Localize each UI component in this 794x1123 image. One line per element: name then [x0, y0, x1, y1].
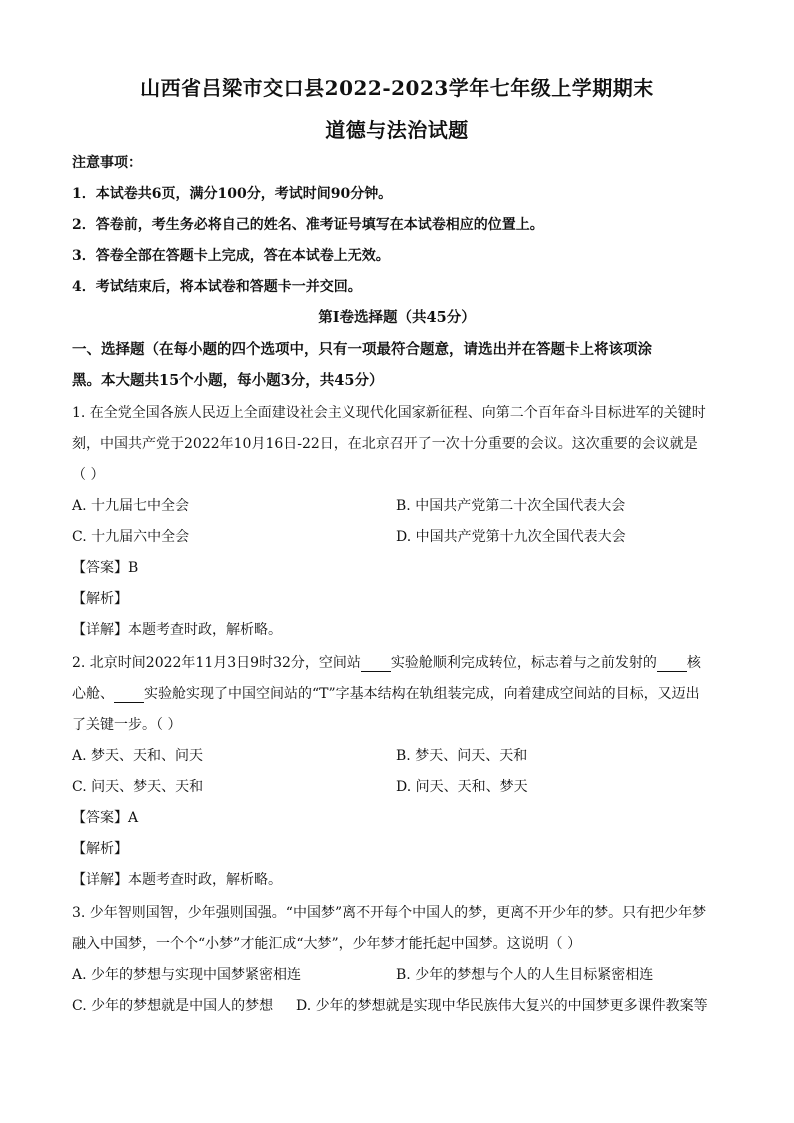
q2-text-part: 实验舱实现了中国空间站的“T”字基本结构在轨组装完成，向着建成空间站的目标，又迈出 — [144, 686, 700, 702]
fill-blank — [114, 688, 144, 703]
q1-option-b: B. 中国共产党第二十次全国代表大会 — [396, 498, 626, 514]
section-instructions-cont: 黑。本大题共15个小题，每小题3分，共45分） — [72, 372, 384, 389]
notice-item: 3．答卷全部在答题卡上完成，答在本试卷上无效。 — [72, 248, 390, 264]
question-2-text — [72, 652, 724, 672]
q2-answer: 【答案】A — [72, 810, 139, 826]
question-1-text: 1. 在全党全国各族人民迈上全面建设社会主义现代化国家新征程、向第二个百年奋斗目标进军的关键时 — [72, 405, 706, 421]
part-title: 第Ⅰ卷选择题（共45分） — [318, 309, 476, 326]
q2-text-part: 实验舱顺利完成转位，标志着与之前发射的 — [390, 655, 657, 671]
q2-option-a: A. 梦天、天和、问天 — [72, 748, 204, 764]
q3-option-b: B. 少年的梦想与个人的人生目标紧密相连 — [396, 967, 654, 983]
q2-text-part: 心舱、 — [72, 686, 114, 702]
q2-option-c: C. 问天、梦天、天和 — [72, 779, 204, 795]
q1-option-d: D. 中国共产党第十九次全国代表大会 — [396, 529, 626, 545]
notice-item: 2．答卷前，考生务必将自己的姓名、准考证号填写在本试卷相应的位置上。 — [72, 217, 544, 233]
q1-answer: 【答案】B — [72, 560, 139, 576]
fill-blank — [361, 657, 391, 672]
q3-option-a: A. 少年的梦想与实现中国梦紧密相连 — [72, 967, 302, 983]
q3-option-d: D. 少年的梦想就是实现中华民族伟大复兴的中国梦更多课件教案等 — [296, 998, 708, 1014]
exam-title: 山西省吕梁市交口县2022-2023学年七年级上学期期末 — [140, 76, 654, 100]
question-3-text: 融入中国梦，一个个“小梦”才能汇成“大梦”，少年梦才能托起中国梦。这说明（ ） — [72, 936, 582, 952]
q3-option-c: C. 少年的梦想就是中国人的梦想 — [72, 998, 274, 1014]
question-2-text — [72, 683, 724, 703]
question-2-text: 了关键一步。（ ） — [72, 717, 182, 733]
q1-detail: 【详解】本题考查时政，解析略。 — [72, 622, 282, 638]
q2-option-d: D. 问天、天和、梦天 — [396, 779, 528, 795]
q1-option-c: C. 十九届六中全会 — [72, 529, 190, 545]
notice-item: 4．考试结束后，将本试卷和答题卡一并交回。 — [72, 279, 362, 295]
q2-option-b: B. 梦天、问天、天和 — [396, 748, 528, 764]
notice-heading: 注意事项： — [72, 155, 142, 171]
exam-subtitle: 道德与法治试题 — [325, 118, 469, 142]
fill-blank — [657, 657, 687, 672]
q2-analysis: 【解析】 — [72, 841, 128, 857]
question-1-text: （ ） — [72, 467, 105, 483]
q2-text-part: 2. 北京时间2022年11月3日9时32分，空间站 — [72, 655, 361, 671]
question-3-text: 3. 少年智则国智，少年强则国强。“中国梦”离不开每个中国人的梦，更离不开少年的梦。只有把少年梦 — [72, 905, 707, 921]
q1-option-a: A. 十九届七中全会 — [72, 498, 190, 514]
section-instructions: 一、选择题（在每小题的四个选项中，只有一项最符合题意，请选出并在答题卡上将该项涂 — [72, 341, 652, 358]
q2-detail: 【详解】本题考查时政，解析略。 — [72, 872, 282, 888]
question-1-text: 刻，中国共产党于2022年10月16日-22日，在北京召开了一次十分重要的会议。这次重要的会议就是 — [72, 436, 698, 452]
notice-item: 1．本试卷共6页，满分100分，考试时间90分钟。 — [72, 186, 393, 202]
q1-analysis: 【解析】 — [72, 591, 128, 607]
q2-text-part: 核 — [686, 655, 701, 671]
